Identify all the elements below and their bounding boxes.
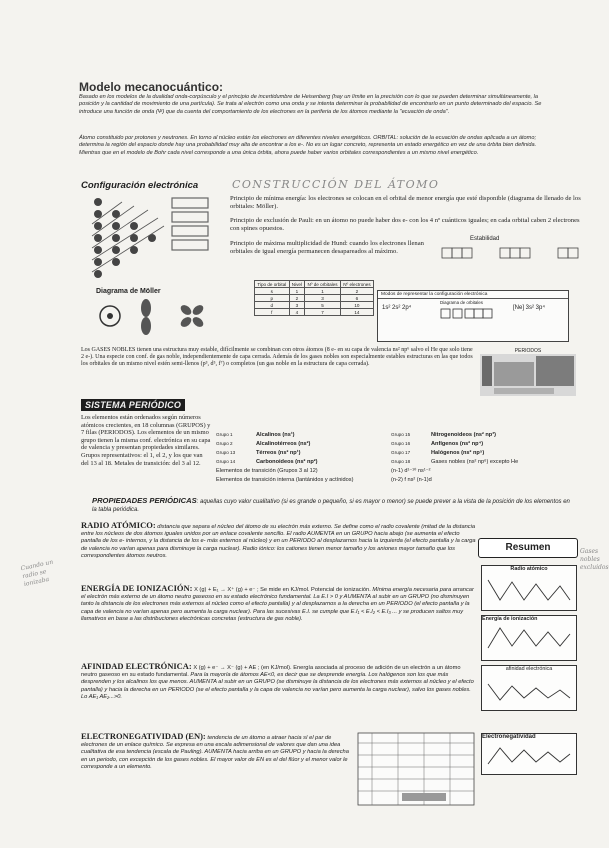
- table-row: f 4 7 14: [255, 309, 374, 316]
- mode-orbital-boxes: [440, 308, 500, 320]
- group-row: Grupo 16 Anfígenos (ns² np⁴): [391, 441, 484, 447]
- radio-text: distancia que separa el núcleo del átomo de su electrón más externo. Se define como el radio covalente (mitad de la distancia entre los núcleos de dos átomos iguales unidos por un enlace covalente sencillo. El radio AUMENTA en un GRUPO hacia abajo (se aumenta el efecto pantalla de los e- internos, y la distancia de los e- más externos al núcleo) y en un PERIODO al desplazarnos hacia la izquierda (el efecto pantalla y la carga de valencia no varían apenas para disminuye la carga nuclear). Radio iónico: los cationes tienen menor tamaño y los aniones mayor tamaño que los correspondientes átomos neutros.: [81, 524, 476, 559]
- th-nivel: Nivel: [289, 281, 305, 288]
- en-values-figure: [358, 733, 474, 805]
- modos-title: Modos de representar la configuración electrónica: [378, 291, 568, 299]
- group-row: Grupo 2 Alcalinotérreos (ns²): [216, 441, 311, 447]
- graph-electronegatividad: [481, 733, 577, 775]
- group-row: Grupo 1 Alcalinos (ns¹): [216, 432, 295, 438]
- th-electrones: Nº electrones: [340, 281, 373, 288]
- table-row: s 1 1 2: [255, 288, 374, 295]
- moller-label: Diagrama de Möller: [96, 288, 161, 295]
- modelo-para-2: Átomo constituido por protones y neutrones. En torno al núcleo están los electrones en diferentes niveles energéticos. ORBITAL: solución de la ecuación de ondas aplicada a un átomo; determina la región del espacio donde hay una probabilidad muy alta de encontrar a los e-. No es un lugar concreto, representa un estado energético en vez de una órbita bien definida. Mientras que en el modelo de Bohr cada nivel corresponde a una única órbita, ahora puede haber varios orbitales correspondientes a un mismo nivel energético.: [79, 135, 537, 156]
- orbital-shapes: [94, 298, 224, 338]
- group-row: Grupo 18 Gases nobles (ns² np⁶) excepto He: [391, 459, 519, 465]
- graph-ionizacion-plot: [482, 622, 576, 656]
- table-row: d 3 5 10: [255, 302, 374, 309]
- af-text: Para la mayoría de átomos AE<0, es decir que se desprende energía. Los halógenos son los que más desprenden y los alcalinos los que menos. AUMENTA al subir en un GRUPO (se disminuye la distancia de los electrones más externos al núcleo y el efecto pantalla) y hacia la derecha en un PERIODO (se el efecto pantalla y la capa de valencia no varían pero aumenta la carga nuclear), salvo los gases nobles. Lo AE₁ AE₂...>0.: [81, 672, 474, 700]
- th-tipo: Tipo de orbital: [255, 281, 290, 288]
- ei-block: [81, 585, 476, 623]
- graph-radio-plot: [482, 572, 576, 606]
- resumen-title: Resumen: [478, 538, 578, 558]
- table-row: p 2 3 6: [255, 295, 374, 302]
- graph-en-label: Electronegatividad: [482, 734, 536, 740]
- config-title: Configuración electrónica: [81, 180, 199, 191]
- periodic-table-figure: [480, 348, 576, 398]
- en-text: tendencia de un átomo a atraer hacia sí el par de electrones de un enlace químico. Se expresa en una escala adimensional de valores que dan una idea cualitativa de esa tendencia (escala de Pauling). AUMENTA hacia arriba en un GRUPO y hacia la derecha en un periodo, con excepción de los gases nobles. El mayor valor de EN es el del flúor y el menor valor le corresponde a un elemento.: [81, 735, 349, 770]
- gases-nobles-text: Los GASES NOBLES tienen una estructura muy estable, difícilmente se combinan con otros átomos (8 e- en su capa de valencia ns² np⁶ salvo el He que solo tiene 2 e-). Una especie con conf. de gas noble, independientemente de capa cerrada. Además de los gases nobles son especialmente estables estructuras en las que todos los orbitales de un mismo nivel estén semi-llenos (p³, d⁵, f⁷) o completos (un gas noble en la estructura de capa cerrada).: [81, 347, 473, 368]
- radio-block: [81, 522, 476, 560]
- graph-radio-label: Radio atómico: [510, 566, 548, 572]
- modelo-para-1: Basado en los modelos de la dualidad onda-corpúsculo y el principio de incertidumbre de Heisenberg (hay un límite en la precisión con lo que se pueden determinar simultáneamente, la posición y la cantidad de movimiento de una partícula). Se trata al electrón como una onda y se intenta determinar la probabilidad de encontrarlo en un punto determinado del espacio. Se introduce una función de onda (Ψ) que da cuenta del comportamiento de los electrones en la periferia de los átomos mediante la "ecuación de onda".: [79, 94, 542, 115]
- orbital-table: [254, 280, 374, 316]
- sistema-banner: SISTEMA PERIÓDICO: [81, 399, 185, 411]
- margin-handnote: Cuando un radio se ionizaba: [20, 558, 54, 588]
- group-row: Grupo 14 Carbonoideos (ns² np²): [216, 459, 318, 465]
- group-row: Grupo 17 Halógenos (ns² np⁵): [391, 450, 485, 456]
- sistema-intro: Los elementos están ordenados según números atómicos crecientes, en 18 columnas (GRUPOS) y 7 filas (PERIODOS). Los elementos de un mismo grupo tienen la misma conf. electrónica en su capa de valencia y presentan propiedades similares. Grupos representativos: el 1, el 2, y los que van del 13 al 18. Metales de transición: del 3 al 12.: [81, 414, 211, 467]
- propiedades-intro: [92, 497, 572, 514]
- af-head: AFINIDAD ELECTRÓNICA:: [81, 661, 192, 671]
- graph-en-plot: [482, 740, 576, 770]
- resumen-handnote: Gases nobles excluidos: [580, 548, 609, 571]
- propiedades-title: PROPIEDADES PERIÓDICAS: [92, 496, 197, 505]
- graph-radio: [481, 565, 577, 611]
- handwritten-title: CONSTRUCCIÓN DEL ÁTOMO: [232, 178, 440, 191]
- ei-equation: X (g) + E₁ → X⁺ (g) + e⁻ ; Se mide en KJ/mol. Potencial de ionización.: [194, 587, 371, 593]
- graph-ionizacion: [481, 615, 577, 661]
- estabilidad-label: Estabilidad: [470, 236, 500, 242]
- group-row: Grupo 15 Nitrogenoideos (ns² np³): [391, 432, 496, 438]
- mode-core-notation: [Ne] 3s² 3p⁴: [513, 305, 545, 311]
- inner-transition-config: (n-2) f ns² (n-1)d: [391, 477, 432, 483]
- en-block: [81, 733, 353, 771]
- af-block: [81, 663, 476, 701]
- graph-ionizacion-label: Energía de ionización: [482, 616, 538, 622]
- principle-min-energy: Principio de mínima energía: los electrones se colocan en el orbital de menor energía que esté disponible (diagrama de llenado de los orbitales: Möller).: [230, 195, 581, 210]
- moller-diagram: [88, 194, 213, 279]
- af-equation: X (g) + e⁻ → X⁻ (g) + AE ; (en KJ/mol). Energía asociada al proceso de adición de un electrón a un átomo neutro gaseoso en su estado fundamental.: [81, 665, 461, 679]
- modos-box: [377, 290, 569, 342]
- estabilidad-orbitals: [440, 246, 590, 262]
- orbital-table-head: [255, 281, 374, 288]
- principle-hund: Principio de máxima multiplicidad de Hund: cuando los electrones llenan orbitales de igual energía permanecen desapareados al máximo.: [230, 240, 424, 255]
- propiedades-desc: : aquellas cuyo valor cualitativo (si es grande o pequeño, si es mayor o menor) se puede prever a la vista de la posición de los elementos en la tabla periódica.: [92, 499, 570, 513]
- moller-grid: [88, 194, 213, 279]
- mode-orbital-diagram: Diagrama de orbitales: [440, 300, 483, 305]
- modelo-title: Modelo mecanocuántico:: [79, 80, 224, 94]
- inner-transition-row: Elementos de transición interna (lantánidos y actínidos): [216, 477, 354, 483]
- mode-notation: 1s² 2s² 2p⁴: [382, 305, 412, 311]
- ei-text: Mínima energía necesaria para arrancar el electrón más externo de un átomo neutro gaseoso en su estado electrónico fundamental. La E.I > 0 y AUMENTA al subir en un GRUPO (no disminuyen tanto la distancia de los electrones más externos al núcleo como el efecto pantalla) y al desplazarnos a la derecha en un PERIODO (el efecto pantalla y la capa de valencia no varían apenas pero aumenta la carga nuclear). Para las sucesivas E.I. se cumple que E.I₁ < E.I₂ < E.I₃ ... y se producen saltos muy llamativos en base a las distribuciones electrónicas concretas (estructura de gas noble).: [81, 587, 474, 622]
- transition-config: (n-1) d¹⁻¹⁰ ns¹⁻²: [391, 468, 431, 474]
- graph-afinidad: [481, 665, 577, 711]
- en-head: ELECTRONEGATIVIDAD (EN):: [81, 731, 206, 741]
- th-orbitales: Nº de orbitales: [305, 281, 341, 288]
- periodos-label: PERIODOS: [514, 348, 542, 354]
- graph-afinidad-plot: [482, 672, 576, 706]
- transition-row: Elementos de transición (Grupos 3 al 12): [216, 468, 318, 474]
- periodic-table-graphic: [480, 354, 576, 396]
- principle-pauli: Principio de exclusión de Pauli: en un átomo no puede haber dos e- con los 4 nº cuánticos iguales; en cada orbital caben 2 electrones con spines opuestos.: [230, 217, 580, 232]
- group-row: Grupo 13 Térreos (ns² np¹): [216, 450, 301, 456]
- graph-afinidad-label: afinidad electrónica: [505, 666, 553, 672]
- ei-head: ENERGÍA DE IONIZACIÓN:: [81, 583, 193, 593]
- radio-head: RADIO ATÓMICO:: [81, 520, 156, 530]
